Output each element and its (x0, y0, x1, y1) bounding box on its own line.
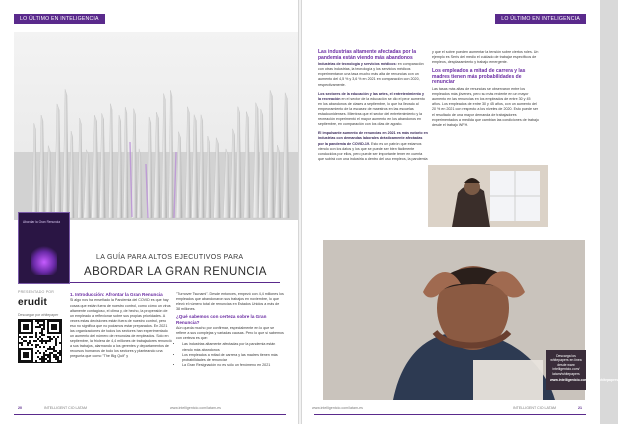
qr-cell (45, 350, 47, 352)
qr-cell (41, 328, 43, 330)
qr-cell (55, 350, 57, 352)
qr-cell (43, 324, 45, 326)
qr-cell (39, 326, 41, 328)
qr-cell (45, 342, 47, 344)
qr-cell (53, 336, 55, 338)
page-number: 21 (578, 406, 582, 410)
qr-cell (35, 320, 37, 322)
qr-cell (19, 336, 21, 338)
download-callout[interactable] (546, 350, 618, 390)
qr-cell (29, 340, 31, 342)
fact-item: • La Gran Resignación no es sólo un fenómeno en 2021 (182, 363, 284, 368)
callout-text: Descarga los whitepapers en línea desde www intelligentcio.com/ latam/whitepapers (550, 354, 582, 376)
column-2-paragraph-2: Aún queda mucho por confirmar, especialmente en lo que se refiere a sus complejas y variadas causas. Pero lo que sí sabemos con certeza es que: (176, 326, 284, 341)
qr-code-icon[interactable] (18, 319, 62, 363)
qr-finder-core (23, 352, 29, 358)
qr-cell (27, 344, 29, 346)
qr-caption: Descargar por whitepaper (18, 313, 59, 317)
qr-cell (41, 342, 43, 344)
qr-cell (21, 342, 23, 344)
section-2-subhead: ¿Qué sabemos con certeza sobre la Gran Renuncia? (176, 314, 267, 325)
qr-cell (35, 326, 37, 328)
whitepaper-cover-title: Abordar la Gran Renuncia (23, 220, 61, 224)
qr-cell (51, 352, 53, 354)
page-headline: ABORDAR LA GRAN RENUNCIA (84, 266, 267, 278)
column-2-paragraph-1: "Turnover Tsunami". Desde entonces, empezó con 4,4 millones los empleados que abandonaron sus trabajos en noviembre, lo que elevó el número total de renuncias en Estados Unidos a más de 38 millones. (176, 292, 284, 312)
qr-cell (35, 352, 37, 354)
facts-list (176, 342, 284, 367)
qr-cell (39, 352, 41, 354)
qr-cell (51, 348, 53, 350)
qr-cell (55, 340, 57, 342)
erudit-logo[interactable]: erudit (18, 297, 47, 308)
qr-cell (31, 344, 33, 346)
qr-cell (43, 328, 45, 330)
qr-cell (41, 360, 43, 362)
qr-cell (47, 348, 49, 350)
qr-cell (37, 350, 39, 352)
qr-cell (55, 358, 57, 360)
industries-paragraph-1 (318, 62, 428, 87)
qr-cell (21, 338, 23, 340)
qr-finder-core (23, 324, 29, 330)
qr-cell (43, 360, 45, 362)
industries-paragraph-3 (318, 131, 428, 162)
paragraph-text: Esto es un patrón que estamos viendo con los datos y los que se puede ser bien fácilmente conducidos por ellos, pero puede ser importante tener en cuenta que subirá con una industria a dentro del uso empleos, la pandemia (318, 141, 428, 161)
qr-cell (41, 358, 43, 360)
qr-cell (43, 356, 45, 358)
qr-cell (35, 334, 37, 336)
fact-item: • Las industrias altamente afectadas por la pandemia están viendo más abandonos (182, 342, 284, 352)
footer-rule (14, 414, 286, 415)
qr-finder-core (51, 324, 57, 330)
qr-cell (59, 352, 61, 354)
qr-cell (41, 324, 43, 326)
qr-cell (39, 336, 41, 338)
qr-cell (47, 356, 49, 358)
industries-paragraph-2 (318, 92, 428, 128)
qr-cell (43, 346, 45, 348)
qr-cell (43, 334, 45, 336)
spine-gutter (298, 0, 302, 424)
qr-cell (49, 360, 51, 362)
qr-cell (49, 356, 51, 358)
column-2 (176, 292, 284, 368)
column-4 (432, 50, 540, 128)
qr-cell (47, 354, 49, 356)
fact-item: • Los empleados a mitad de carrera y las madres tienen más probabilidades de renunciar (182, 353, 284, 363)
qr-cell (47, 360, 49, 362)
qr-cell (47, 336, 49, 338)
qr-cell (49, 336, 51, 338)
qr-cell (59, 342, 61, 344)
footer-url[interactable]: www.intelligentcio.com/latam-es (312, 406, 363, 410)
qr-cell (59, 350, 61, 352)
qr-cell (49, 348, 51, 350)
qr-cell (43, 352, 45, 354)
qr-cell (57, 360, 59, 362)
whitepaper-cover-glow (31, 243, 57, 275)
qr-cell (39, 346, 41, 348)
qr-cell (55, 342, 57, 344)
sponsor-label: PRESENTADO POR (18, 290, 55, 294)
column-4-paragraph-1: y que el sobre pueden aumentar la tensión sobre ciertos roles. Un ejemplo es Serís del medio el cuidado de trabajar específicos de empleos, desplazamiento y trabajo emergente. (432, 50, 539, 65)
qr-cell (43, 322, 45, 324)
footer-title: INTELLIGENT CIO LATAM (44, 406, 87, 410)
footer-rule (314, 414, 586, 415)
paragraph-text: en el sector de la educación se dio el peor aumento en los abandonos de clases a septiembre, lo que ha llevado al empeoramiento de la escasez de maestros en las escuelas estadounidenses. Mientras que el sector del entretenimiento y la recreación experimentó el mayor aumento en los abandonos en septiembre, en comparación con los días de agosto. (318, 96, 425, 127)
qr-cell (37, 344, 39, 346)
paragraph-lead: Los sectores de la educación y las artes, el entretenimiento y la recreación (318, 91, 425, 101)
qr-cell (55, 338, 57, 340)
left-page (0, 0, 300, 424)
qr-cell (39, 340, 41, 342)
section-1-body: Si algo nos ha enseñado la Pandemia del COVID es que hay cosas que están fuera de nuestro control, como cómo un virus altamente contagioso, el clima y, de hecho, la propensión de un empleado a reflexionar sobre sus propias prioridades. A veces estas decisiones están fuera de nuestro control, pero eso no significa que no podamos estar preparados. En 2021 las organizaciones de todos los sectores han experimentado un aumento del número de renuncias de empleados. Solo en septiembre, la friolera de 4,4 millones de trabajadores renunció a sus trabajos, alarmando a los gerentes y departamentos de recursos humanos de todo los sectores y planteando una pregunta que como "The Big Quit" y (70, 298, 172, 359)
left-footer (0, 406, 300, 414)
footer-title: INTELLIGENT CIO LATAM (513, 406, 556, 410)
qr-cell (37, 338, 39, 340)
column-1 (70, 292, 172, 360)
footer-url[interactable]: www.intelligentcio.com/latam-es (170, 406, 221, 410)
qr-cell (29, 336, 31, 338)
column-4-paragraph-2: Las tasas más altas de renuncias se observaron entre los empleados más jóvenes, pero su más reciente en un mayor aumento en las renuncias en los empleados de entre 30 y 45 años. Los empleados de entre 30 y 45 años, con un aumento del 20 % en 2021 con respecto a los niveles de 2020. Esto puede ser el resultado de una mayor demanda de trabajadores experimentados a medida que cambian las condiciones de trabajo desde el trabajo WFH. (432, 87, 539, 127)
qr-cell (37, 322, 39, 324)
qr-cell (43, 354, 45, 356)
qr-cell (25, 336, 27, 338)
qr-cell (37, 320, 39, 322)
qr-cell (39, 358, 41, 360)
qr-cell (41, 334, 43, 336)
right-footer (300, 406, 600, 414)
qr-cell (41, 356, 43, 358)
qr-cell (41, 332, 43, 334)
person-at-window-photo (428, 165, 548, 227)
column-3 (318, 50, 428, 162)
qr-cell (49, 358, 51, 360)
qr-cell (57, 336, 59, 338)
qr-cell (23, 340, 25, 342)
qr-cell (35, 344, 37, 346)
qr-cell (57, 358, 59, 360)
qr-cell (53, 346, 55, 348)
qr-cell (41, 330, 43, 332)
qr-cell (57, 356, 59, 358)
qr-cell (31, 336, 33, 338)
paragraph-lead: El impulsante aumento de renuncias en 2021 es más notorio en industrias con demandas laborales drásticamente afectadas por la pandemia de COVID-19. (318, 131, 428, 146)
qr-cell (49, 338, 51, 340)
qr-cell (33, 340, 35, 342)
qr-cell (35, 336, 37, 338)
qr-cell (35, 360, 37, 362)
qr-cell (49, 352, 51, 354)
qr-cell (19, 342, 21, 344)
page-number: 20 (18, 406, 22, 410)
header-band-right: LO ÚLTIMO EN INTELIGENCIA (495, 14, 586, 24)
right-page (300, 0, 618, 424)
qr-cell (41, 320, 43, 322)
qr-cell (41, 338, 43, 340)
header-band-left: LO ÚLTIMO EN INTELIGENCIA (14, 14, 105, 24)
callout-url[interactable]: www.intelligentcio.com/latam/whitepapers (550, 378, 618, 383)
qr-cell (45, 354, 47, 356)
qr-cell (43, 340, 45, 342)
whitepaper-cover[interactable] (18, 212, 70, 284)
qr-cell (59, 360, 61, 362)
qr-cell (55, 356, 57, 358)
qr-cell (57, 352, 59, 354)
qr-cell (39, 332, 41, 334)
qr-cell (53, 348, 55, 350)
qr-cell (47, 340, 49, 342)
qr-cell (45, 340, 47, 342)
qr-cell (55, 354, 57, 356)
qr-cell (53, 354, 55, 356)
qr-cell (39, 324, 41, 326)
qr-cell (35, 346, 37, 348)
paragraph-text: en comparación con otras industrias, la tecnología y los servicios médicos experimentaron una tasa mucho más alta de renuncias con un aumento del 4,5 % y 3,6 % en 2021 en comparación con 2020, respectivamente. (318, 62, 424, 87)
qr-cell (27, 342, 29, 344)
qr-cell (21, 344, 23, 346)
qr-cell (49, 346, 51, 348)
qr-cell (43, 326, 45, 328)
qr-cell (55, 344, 57, 346)
qr-cell (49, 340, 51, 342)
qr-cell (53, 356, 55, 358)
spikes-photo (14, 32, 298, 220)
qr-cell (35, 340, 37, 342)
headline-rule (70, 282, 280, 283)
mid-career-subhead: Los empleados a mitad de carrera y las madres tienen más probabilidades de renunciar (432, 68, 526, 86)
qr-cell (37, 356, 39, 358)
qr-cell (41, 340, 43, 342)
qr-cell (39, 320, 41, 322)
industries-subhead: Las industrias altamente afectadas por la pandemia están viendo más abandonos (318, 49, 417, 61)
qr-cell (53, 350, 55, 352)
qr-cell (51, 338, 53, 340)
qr-cell (35, 332, 37, 334)
qr-cell (45, 358, 47, 360)
qr-cell (25, 340, 27, 342)
qr-cell (43, 358, 45, 360)
paragraph-lead: Industrias de tecnología y servicios médicos: (318, 62, 397, 67)
qr-cell (29, 342, 31, 344)
qr-cell (59, 354, 61, 356)
qr-cell (43, 320, 45, 322)
qr-cell (49, 354, 51, 356)
section-1-subhead: 1. Introducción: Afrontar la Gran Renuncia (70, 292, 163, 297)
qr-cell (23, 336, 25, 338)
qr-cell (37, 326, 39, 328)
headline-kicker: LA GUÍA PARA ALTOS EJECUTIVOS PARA (96, 254, 244, 261)
